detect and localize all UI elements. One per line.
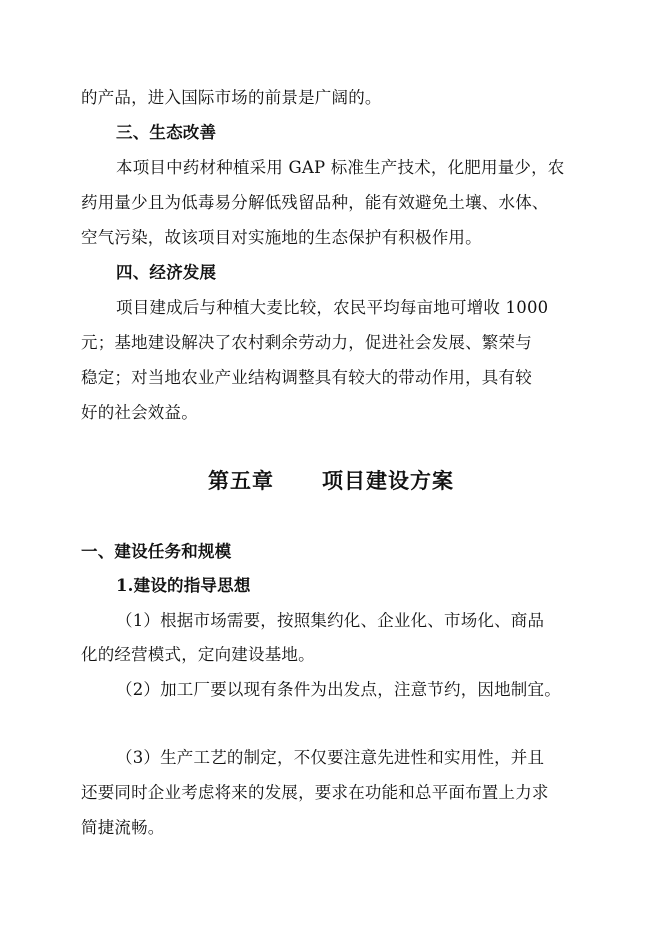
point-1-line-2: 化的经营模式，定向建设基地。	[81, 645, 315, 664]
point-1-line-1: （1）根据市场需要，按照集约化、企业化、市场化、商品	[116, 611, 545, 630]
item-heading-guiding-ideas: 1.建设的指导思想	[116, 576, 251, 595]
ecology-text-line-1: 本项目中药材种植采用 GAP 标准生产技术，化肥用量少，农	[116, 158, 565, 177]
subsection-heading-tasks: 一、建设任务和规模	[81, 542, 232, 561]
point-3-line-3: 简捷流畅。	[81, 818, 165, 837]
section-heading-economy: 四、经济发展	[116, 263, 217, 282]
point-3-line-2: 还要同时企业考虑将来的发展，要求在功能和总平面布置上力求	[81, 783, 549, 802]
chapter-title	[0, 468, 662, 494]
economy-text-line-3: 稳定；对当地农业产业结构调整具有较大的带动作用，具有较	[81, 368, 532, 387]
chapter-number: 第五章	[208, 468, 274, 493]
point-2-line-1: （2）加工厂要以现有条件为出发点，注意节约，因地制宜。	[116, 680, 561, 699]
economy-text-line-4: 好的社会效益。	[81, 403, 198, 422]
paragraph-continuation: 的产品，进入国际市场的前景是广阔的。	[81, 88, 382, 107]
economy-text-line-1: 项目建成后与种植大麦比较，农民平均每亩地可增收 1000	[116, 298, 549, 317]
ecology-text-line-3: 空气污染，故该项目对实施地的生态保护有积极作用。	[81, 228, 482, 247]
section-heading-ecology: 三、生态改善	[116, 123, 217, 142]
chapter-name: 项目建设方案	[322, 468, 454, 493]
ecology-text-line-2: 药用量少且为低毒易分解低残留品种，能有效避免土壤、水体、	[81, 193, 549, 212]
point-3-line-1: （3）生产工艺的制定，不仅要注意先进性和实用性，并且	[116, 748, 545, 767]
economy-text-line-2: 元；基地建设解决了农村剩余劳动力，促进社会发展、繁荣与	[81, 333, 532, 352]
